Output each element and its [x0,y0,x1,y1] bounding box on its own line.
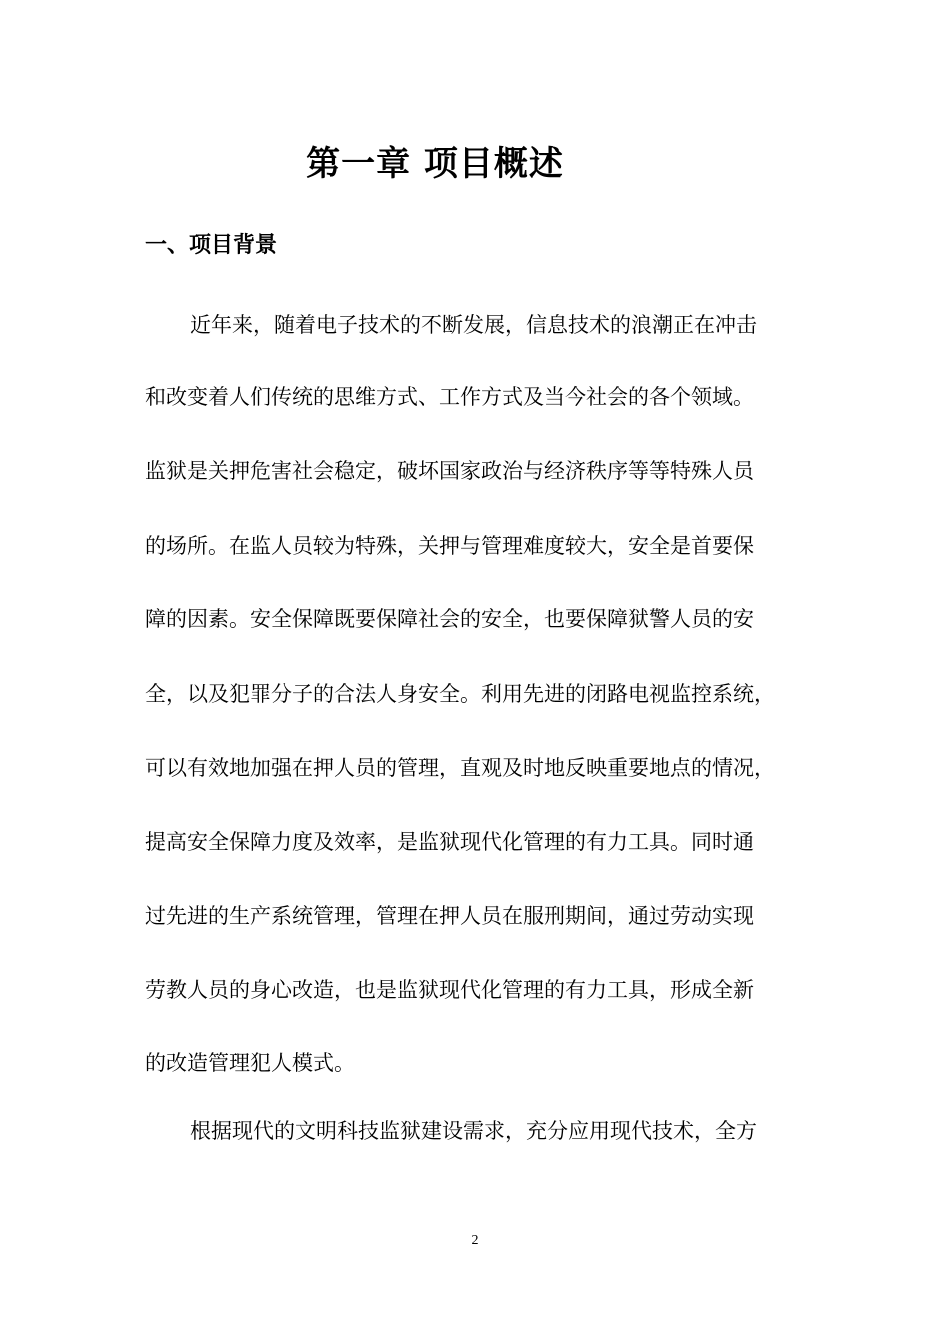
paragraph-1-line-11: 的改造管理犯人模式。 [145,1051,355,1075]
chapter-title: 第一章 项目概述 [306,144,564,184]
paragraph-1-line-7: 可以有效地加强在押人员的管理，直观及时地反映重要地点的情况， [145,756,775,780]
paragraph-1-line-6: 全，以及犯罪分子的合法人身安全。利用先进的闭路电视监控系统， [145,682,775,706]
paragraph-1-line-5: 障的因素。安全保障既要保障社会的安全，也要保障狱警人员的安 [145,607,754,631]
paragraph-1-line-3: 监狱是关押危害社会稳定，破坏国家政治与经济秩序等等特殊人员 [145,459,754,483]
paragraph-1-line-10: 劳教人员的身心改造，也是监狱现代化管理的有力工具，形成全新 [145,978,754,1002]
section-heading: 一、项目背景 [145,233,278,258]
paragraph-1-line-9: 过先进的生产系统管理，管理在押人员在服刑期间，通过劳动实现 [145,904,754,928]
paragraph-1-line-1: 近年来，随着电子技术的不断发展，信息技术的浪潮正在冲击 [190,313,757,337]
paragraph-1-line-4: 的场所。在监人员较为特殊，关押与管理难度较大，安全是首要保 [145,534,754,558]
paragraph-2-line-1: 根据现代的文明科技监狱建设需求，充分应用现代技术，全方 [190,1119,757,1143]
paragraph-1-line-2: 和改变着人们传统的思维方式、工作方式及当今社会的各个领域。 [145,385,754,409]
paragraph-1-line-8: 提高安全保障力度及效率，是监狱现代化管理的有力工具。同时通 [145,830,754,854]
page-number: 2 [471,1233,479,1248]
